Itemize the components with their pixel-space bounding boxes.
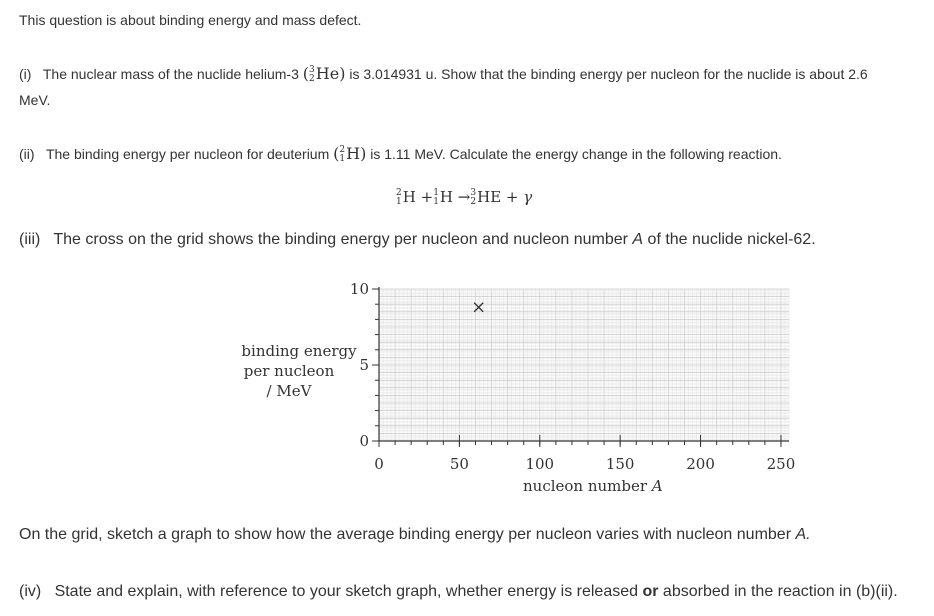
part-i-text-before: The nuclear mass of the nuclide helium-3 <box>42 66 299 82</box>
x-axis-label-var: A <box>651 477 663 495</box>
part-ii-mass-number: 2 <box>339 144 346 155</box>
r-gamma: γ <box>523 188 533 206</box>
part-i-text-after: is 3.014931 u. Show that the binding energy per nucleon for the nuclide is about 2.6 <box>349 66 868 82</box>
x-axis-label <box>523 477 663 495</box>
part-ii-nuclide-symbol: H <box>346 144 361 163</box>
part-iv-text-after: absorbed in the reaction in (b)(ii). <box>662 583 898 600</box>
y-label-line-2: per nucleon <box>243 362 335 380</box>
part-ii-line: (ii) The binding energy per nucleon for deuterium ( 2 1 H) is 1.11 MeV. Calculate the energy change in the following reaction. <box>19 144 782 164</box>
part-i-nuclide-symbol: He <box>315 64 340 83</box>
r-t1-atomic: 1 <box>396 197 402 207</box>
y-label-line-1: binding energy <box>241 342 357 360</box>
intro-text: This question is about binding energy and mass defect. <box>19 12 362 28</box>
part-iii-text: The cross on the grid shows the binding energy per nucleon and nucleon number <box>53 231 628 248</box>
part-iv-bold: or <box>642 583 659 600</box>
x-tick-label: 0 <box>374 455 384 473</box>
r-t2-symbol: H <box>439 188 454 206</box>
part-iv-line <box>19 583 898 601</box>
y-tick-label: 10 <box>349 280 369 298</box>
r-t1-symbol: H <box>402 188 416 206</box>
part-iii-label: (iii) <box>19 231 41 248</box>
x-tick-label: 100 <box>525 455 555 473</box>
y-tick-label: 0 <box>359 432 369 450</box>
y-label-line-3: / MeV <box>266 382 312 400</box>
instruction-text: On the grid, sketch a graph to show how the average binding energy per nucleon varies with nucleon number <box>19 526 792 543</box>
y-tick-label: 5 <box>359 356 369 374</box>
r-plus1: + <box>420 188 434 206</box>
instruction-var: A. <box>795 526 811 543</box>
r-t2-atomic: 1 <box>433 197 439 207</box>
x-tick-label: 50 <box>449 455 469 473</box>
part-i-mass-number: 3 <box>309 64 315 75</box>
part-i-label: (i) <box>19 66 32 82</box>
x-tick-label: 250 <box>766 455 796 473</box>
x-tick-label: 150 <box>605 455 635 473</box>
x-axis-label-text: nucleon number <box>523 477 648 495</box>
part-i-line1: (i) The nuclear mass of the nuclide helium-3 ( 3 2 He) is 3.014931 u. Show that the binding energy per nucleon for the nuclide is about 2.6 <box>19 64 868 84</box>
part-ii-text-before: The binding energy per nucleon for deuterium <box>45 146 330 162</box>
chart-grid <box>379 289 789 441</box>
r-t3-symbol: HE <box>477 188 502 206</box>
part-iii-text-end: of the nuclide nickel-62. <box>647 231 816 248</box>
r-plus2: + <box>505 188 519 206</box>
part-iii-var: A <box>632 231 644 248</box>
r-t3-mass: 3 <box>470 188 477 198</box>
r-arrow: → <box>457 188 471 206</box>
r-t3-atomic: 2 <box>470 197 477 207</box>
part-i-line2: MeV. <box>19 92 51 108</box>
part-i-atomic-number: 2 <box>309 73 315 84</box>
part-iv-label: (iv) <box>19 583 42 600</box>
r-t1-mass: 2 <box>396 188 402 198</box>
part-ii-atomic-number: 1 <box>339 153 346 164</box>
r-t2-mass: 1 <box>433 188 439 198</box>
part-ii-text-after: is 1.11 MeV. Calculate the energy change in the following reaction. <box>370 146 782 162</box>
x-tick-label: 200 <box>686 455 715 473</box>
part-iv-text-before: State and explain, with reference to your sketch graph, whether energy is released <box>54 583 639 600</box>
part-ii-label: (ii) <box>19 146 35 162</box>
instruction-line <box>19 526 811 544</box>
